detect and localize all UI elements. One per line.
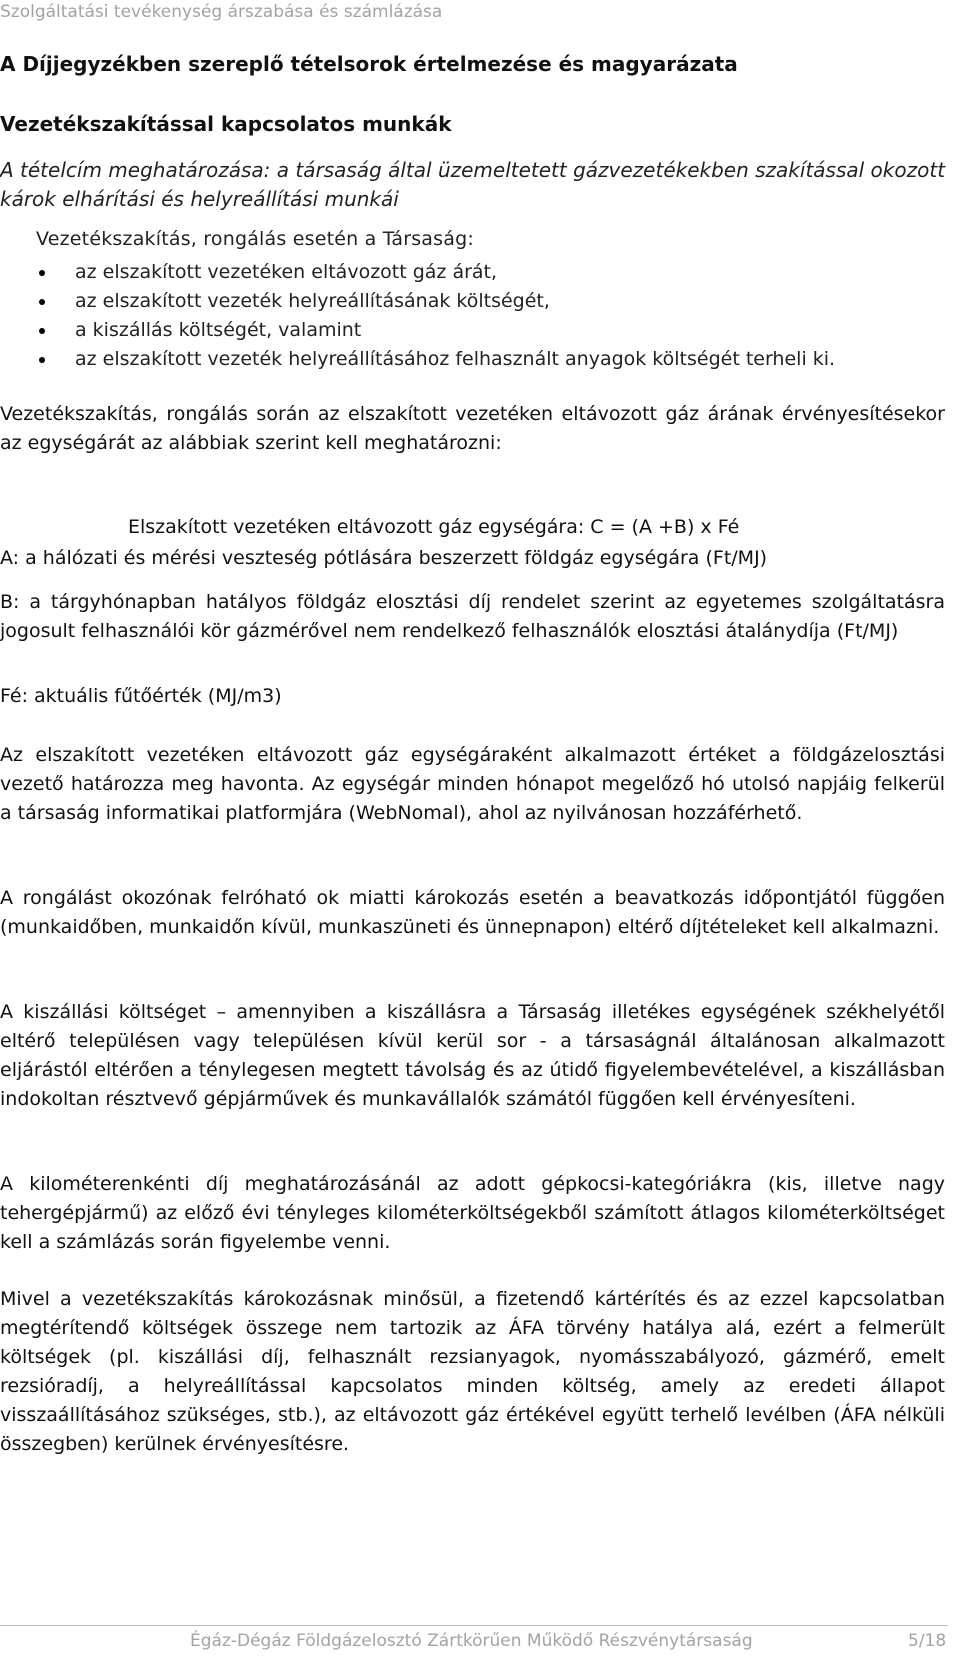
section-heading: Vezetékszakítással kapcsolatos munkák — [0, 112, 452, 136]
paragraph-unit-price: Az elszakított vezetéken eltávozott gáz egységáraként alkalmazott értéket a földgázelosztási vezető határozza meg havonta. Az egységár minden hónapot megelőző hó utolsó napjáig felkerül a társaság informatikai platformjára (WebNomal), ahol az nyilvánosan hozzáférhető. — [0, 744, 945, 824]
list-item — [0, 258, 835, 287]
intro-text: Vezetékszakítás, rongálás esetén a Társaság: — [36, 228, 474, 250]
bullet-icon — [39, 357, 45, 363]
list-item — [0, 287, 835, 316]
definition-b: B: a tárgyhónapban hatályos földgáz elosztási díj rendelet szerint az egyetemes szolgáltatásra jogosult felhasználói kör gázmérővel nem rendelkező felhasználók elosztási átalánydíja (Ft/MJ) — [0, 591, 945, 642]
price-formula: Elszakított vezetéken eltávozott gáz egységára: C = (A +B) x Fé — [128, 516, 740, 538]
bullet-icon — [39, 328, 45, 334]
paragraph-time-dependent: A rongálást okozónak felróható ok miatti károkozás esetén a beavatkozás időpontjától függően (munkaidőben, munkaidőn kívül, munkaszüneti és ünnepnapon) eltérő díjtételeket kell alkalmazni. — [0, 887, 945, 938]
list-item-text: az elszakított vezeték helyreállításához felhasznált anyagok költségét terheli ki. — [75, 348, 836, 370]
list-item-text: az elszakított vezeték helyreállításának költségét, — [75, 290, 550, 312]
list-item — [0, 316, 835, 345]
main-heading: A Díjjegyzékben szereplő tételsorok értelmezése és magyarázata — [0, 52, 738, 76]
paragraph-travel-cost: A kiszállási költséget – amennyiben a kiszállásra a Társaság illetékes egységének székhelyétől eltérő településen vagy településen kívül kerül sor - a társaságnál általánosan alkalmazott eljárástól eltérően a ténylegesen megtett távolság és az útidő figyelembevételével, a kiszállásban indokoltan résztvevő gépjárművek és munkavállalók számától függően kell érvényesíteni. — [0, 1001, 945, 1110]
bullet-icon — [39, 270, 45, 276]
footer-company: Égáz-Dégáz Földgázelosztó Zártkörűen Működő Részvénytársaság — [190, 1631, 753, 1651]
list-item-text: a kiszállás költségét, valamint — [75, 319, 362, 341]
list-item — [0, 345, 835, 374]
definition-a: A: a hálózati és mérési veszteség pótlására beszerzett földgáz egységára (Ft/MJ) — [0, 547, 768, 569]
item-definition: A tételcím meghatározása: a társaság által üzemeltetett gázvezetékekben szakítással okozott károk elhárítási és helyreállítási munkái — [0, 158, 946, 211]
page-number: 5/18 — [908, 1631, 947, 1651]
paragraph-vat: Mivel a vezetékszakítás károkozásnak minősül, a fizetendő kártérítés és az ezzel kapcsolatban megtérítendő költségek összege nem tartozik az ÁFA törvény hatálya alá, ezért a felmerült költségek (pl. kiszállási díj, felhasznált rezsianyagok, nyomásszabályozó, gázmérő, emelt rezsióradíj, a helyreállítással kapcsolatos minden költség, amely az eredeti állapot visszaállításához szükséges, stb.), az eltávozott gáz értékével együtt terhelő levélben (ÁFA nélküli összegben) kerülnek érvényesítésre. — [0, 1288, 945, 1455]
paragraph-km-fee: A kilométerenkénti díj meghatározásánál az adott gépkocsi-kategóriákra (kis, illetve nagy tehergépjármű) az előző évi tényleges kilométerköltségekből számított átlagos kilométerköltséget kell a számlázás során figyelembe venni. — [0, 1173, 945, 1253]
running-header: Szolgáltatási tevékenység árszabása és számlázása — [0, 2, 443, 22]
footer-divider — [0, 1625, 948, 1626]
definition-fe: Fé: aktuális fűtőérték (MJ/m3) — [0, 685, 282, 707]
bullet-icon — [39, 299, 45, 305]
charges-list — [0, 258, 835, 374]
list-item-text: az elszakított vezetéken eltávozott gáz árát, — [75, 261, 498, 283]
paragraph-price-rule: Vezetékszakítás, rongálás során az elszakított vezetéken eltávozott gáz árának érvényesítésekor az egységárát az alábbiak szerint kell meghatározni: — [0, 403, 945, 454]
